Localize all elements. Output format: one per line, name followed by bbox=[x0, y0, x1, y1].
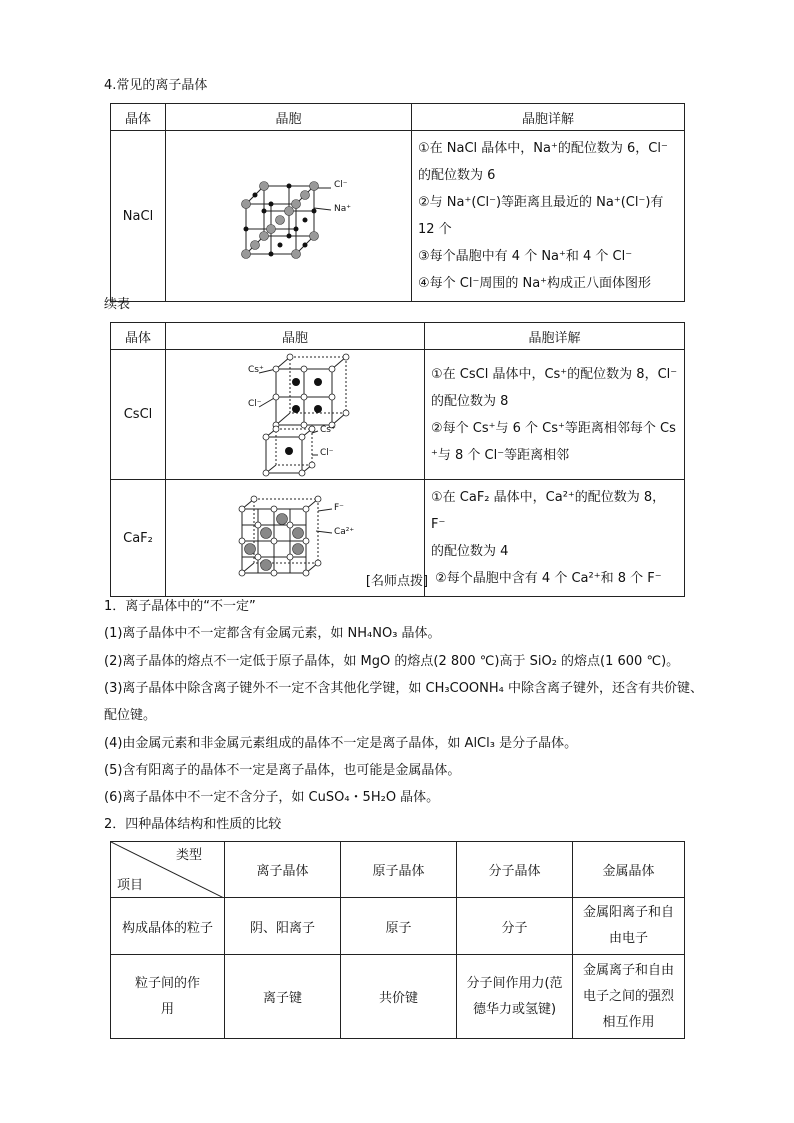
section-title: 4.常见的离子晶体 bbox=[104, 78, 208, 93]
point2-title: 2．四种晶体结构和性质的比较 bbox=[104, 817, 282, 832]
cscl-lattice-image bbox=[166, 351, 424, 479]
table-cell: 金属离子和自由电子之间的强烈相互作用 bbox=[573, 955, 685, 1039]
crystal-name: CaF₂ bbox=[111, 480, 166, 597]
detail-line: 的配位数为 6 bbox=[418, 168, 496, 183]
detail-line: 12 个 bbox=[418, 222, 452, 237]
detail-line: 的配位数为 8 bbox=[431, 393, 509, 409]
detail-line: ①在 CsCl 晶体中，Cs⁺的配位数为 8，Cl⁻ bbox=[431, 366, 678, 382]
detail-line: ①在 NaCl 晶体中，Na⁺的配位数为 6，Cl⁻ bbox=[418, 141, 668, 156]
cs-label: Cs⁺ bbox=[248, 364, 264, 375]
detail-line: ①在 CaF₂ 晶体中，Ca²⁺的配位数为 8，F⁻ bbox=[431, 490, 666, 532]
detail-line: ②每个晶胞中含有 4 个 Ca²⁺和 8 个 F⁻ bbox=[431, 571, 662, 586]
cl-label: Cl⁻ bbox=[334, 180, 348, 190]
cscl-diagram bbox=[166, 350, 425, 480]
continued-label: 续表 bbox=[104, 297, 131, 312]
table-cell: 金属阳离子和自由电子 bbox=[573, 898, 685, 955]
table-cell: 分子间作用力(范德华力或氢键) bbox=[457, 955, 573, 1039]
nacl-lattice-image bbox=[166, 136, 411, 296]
ca-label: Ca²⁺ bbox=[334, 527, 355, 537]
header-detail: 晶胞详解 bbox=[425, 323, 685, 350]
header-detail: 晶胞详解 bbox=[412, 104, 685, 131]
na-label: Na⁺ bbox=[334, 204, 351, 214]
col-header: 金属晶体 bbox=[573, 842, 685, 898]
teacher-tip-heading: [名师点拨] bbox=[365, 574, 429, 589]
detail-line: 的配位数为 4 bbox=[431, 544, 509, 559]
nacl-table bbox=[110, 103, 685, 302]
cscl-details bbox=[425, 350, 685, 480]
corner-cell bbox=[111, 842, 225, 898]
header-crystal: 晶体 bbox=[111, 323, 166, 350]
header-cell: 晶胞 bbox=[166, 323, 425, 350]
table-cell: 阴、阳离子 bbox=[225, 898, 341, 955]
nacl-diagram bbox=[166, 131, 412, 302]
corner-bottom-label: 项目 bbox=[117, 878, 144, 893]
detail-line: ②与 Na⁺(Cl⁻)等距离且最近的 Na⁺(Cl⁻)有 bbox=[418, 195, 664, 210]
crystal-comparison-table bbox=[110, 841, 685, 1039]
point1-item: (6)离子晶体中不一定不含分子，如 CuSO₄・5H₂O 晶体。 bbox=[104, 790, 440, 805]
point1-item: (4)由金属元素和非金属元素组成的晶体不一定是离子晶体，如 AlCl₃ 是分子晶体。 bbox=[104, 736, 578, 751]
point1-title: 1．离子晶体中的“不一定” bbox=[104, 599, 256, 614]
point1-item: (1)离子晶体中不一定都含有金属元素，如 NH₄NO₃ 晶体。 bbox=[104, 626, 441, 641]
crystal-name: CsCl bbox=[111, 350, 166, 480]
detail-line: ④每个 Cl⁻周围的 Na⁺构成正八面体图形 bbox=[418, 276, 652, 291]
cs-label-small: Cs⁺ bbox=[320, 424, 336, 435]
point1-item: (3)离子晶体中除含离子键外不一定不含其他化学键，如 CH₃COONH₄ 中除含离子键外，还含有共价键、 bbox=[104, 681, 703, 696]
header-cell: 晶胞 bbox=[166, 104, 412, 131]
table-cell: 分子 bbox=[457, 898, 573, 955]
crystal-name: NaCl bbox=[111, 131, 166, 302]
cscl-caf2-table bbox=[110, 322, 685, 597]
point1-item-continued: 配位键。 bbox=[104, 708, 157, 723]
col-header: 离子晶体 bbox=[225, 842, 341, 898]
nacl-details bbox=[412, 131, 685, 302]
row-label: 粒子间的作用 bbox=[111, 955, 225, 1039]
cl-label-small: Cl⁻ bbox=[320, 447, 334, 458]
cl-label: Cl⁻ bbox=[248, 398, 262, 409]
corner-top-label: 类型 bbox=[175, 848, 202, 863]
row-label: 构成晶体的粒子 bbox=[111, 898, 225, 955]
header-crystal: 晶体 bbox=[111, 104, 166, 131]
detail-line: ②每个 Cs⁺与 6 个 Cs⁺等距离相邻每个 Cs bbox=[431, 420, 676, 436]
table-cell: 共价键 bbox=[341, 955, 457, 1039]
point1-item: (2)离子晶体的熔点不一定低于原子晶体，如 MgO 的熔点(2 800 ℃)高于 SiO₂ 的熔点(1 600 ℃)。 bbox=[104, 654, 680, 669]
detail-line: ⁺与 8 个 Cl⁻等距离相邻 bbox=[431, 447, 570, 463]
detail-line: ③每个晶胞中有 4 个 Na⁺和 4 个 Cl⁻ bbox=[418, 249, 633, 264]
col-header: 分子晶体 bbox=[457, 842, 573, 898]
caf2-lattice-image bbox=[166, 495, 424, 581]
f-label: F⁻ bbox=[334, 503, 344, 513]
table-cell: 离子键 bbox=[225, 955, 341, 1039]
point1-item: (5)含有阳离子的晶体不一定是离子晶体，也可能是金属晶体。 bbox=[104, 763, 461, 778]
col-header: 原子晶体 bbox=[341, 842, 457, 898]
table-cell: 原子 bbox=[341, 898, 457, 955]
